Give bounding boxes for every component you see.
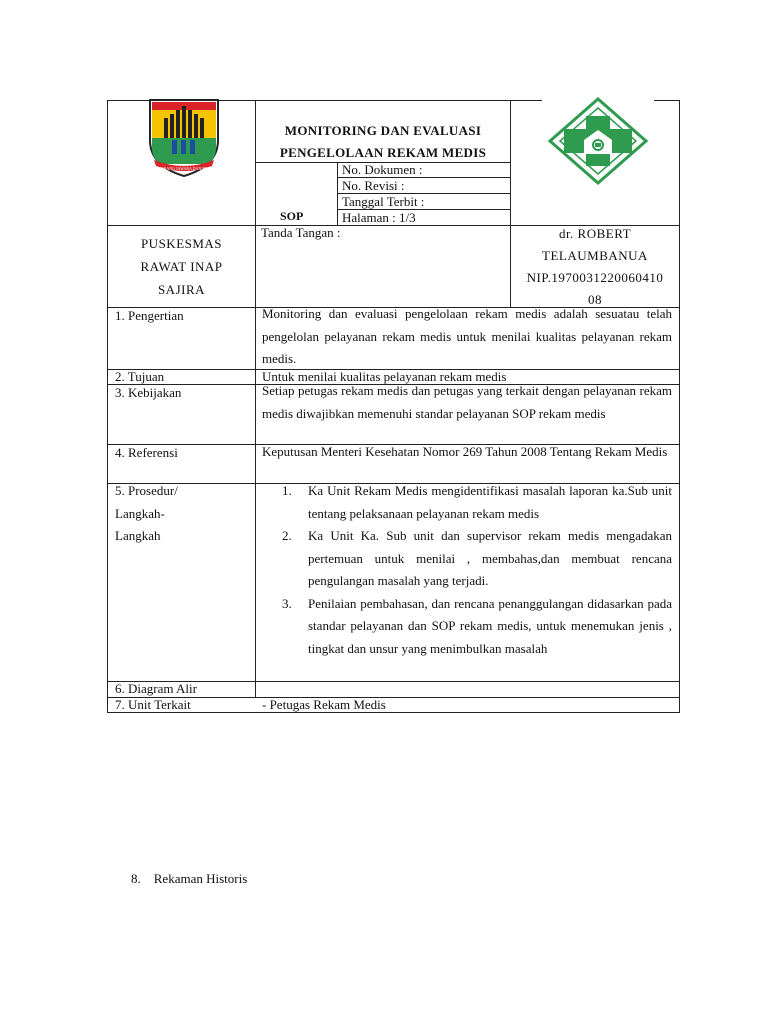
row-label-pengertian: 1. Pengertian	[115, 308, 184, 323]
issue-date-field: Tanggal Terbit :	[342, 194, 425, 209]
list-item: 2. Ka Unit Ka. Sub unit dan supervisor rekam medis mengadakan pertemuan untuk menilai , membahas,dan membuat rencana pengulangan masalah yang terjadi.	[282, 528, 672, 588]
row-text-referensi: Keputusan Menteri Kesehatan Nomor 269 Tahun 2008 Tentang Rekam Medis	[262, 444, 668, 459]
page-field: Halaman : 1/3	[342, 210, 416, 225]
puskesmas-logo	[542, 96, 654, 186]
document-title	[256, 120, 510, 164]
row-label-kebijakan: 3. Kebijakan	[115, 385, 182, 400]
row-label-prosedur: 5. Prosedur/ Langkah- Langkah	[115, 483, 178, 543]
revision-field: No. Revisi :	[342, 178, 405, 193]
divider	[255, 100, 256, 697]
doc-number-field: No. Dokumen :	[342, 162, 423, 177]
signature-label: Tanda Tangan :	[261, 225, 341, 240]
row-label-diagram: 6. Diagram Alir	[115, 681, 197, 696]
list-item: 3. Penilaian pembahasan, dan rencana penanggulangan didasarkan pada standar pelayanan dan SOP rekam medis, untuk menemukan jenis , tingkat dan unsur yang menimbulkan masalah	[282, 595, 672, 656]
historical-records-heading: 8. Rekaman Historis	[131, 871, 248, 886]
title-line-1: MONITORING DAN EVALUASI	[284, 123, 482, 138]
sop-label: SOP	[280, 209, 304, 223]
divider	[107, 697, 680, 698]
row-text-unit: - Petugas Rekam Medis	[262, 697, 386, 712]
row-text-pengertian: Monitoring dan evaluasi pengelolaan rekam medis adalah sesuatau telah pengelolan pelayanan rekam medis untuk menilai kualitas pelayanan rekam medis.	[262, 306, 672, 366]
signatory: dr. ROBERT TELAUMBANUA NIP.1970031220060410 08	[526, 226, 664, 307]
institution-name: PUSKESMAS RAWAT INAP SAJIRA	[140, 236, 223, 297]
list-item: 1. Ka Unit Rekam Medis mengidentifikasi masalah laporan ka.Sub unit tentang pelaksanaan pelayanan rekam medis	[282, 483, 672, 521]
row-text-tujuan: Untuk menilai kualitas pelayanan rekam medis	[262, 369, 507, 384]
row-label-tujuan: 2. Tujuan	[115, 369, 165, 384]
row-label-unit: 7. Unit Terkait	[115, 697, 191, 712]
logo-motto: SERANG JAWARA DAN BERSIH	[159, 166, 217, 171]
row-label-referensi: 4. Referensi	[115, 445, 178, 460]
title-line-2: PENGELOLAAN REKAM MEDIS	[279, 145, 487, 160]
procedure-steps	[258, 480, 672, 660]
row-text-kebijakan: Setiap petugas rekam medis dan petugas yang terkait dengan pelayanan rekam medis diwajibkan memenuhi standar pelayanan SOP rekam medis	[262, 383, 672, 421]
